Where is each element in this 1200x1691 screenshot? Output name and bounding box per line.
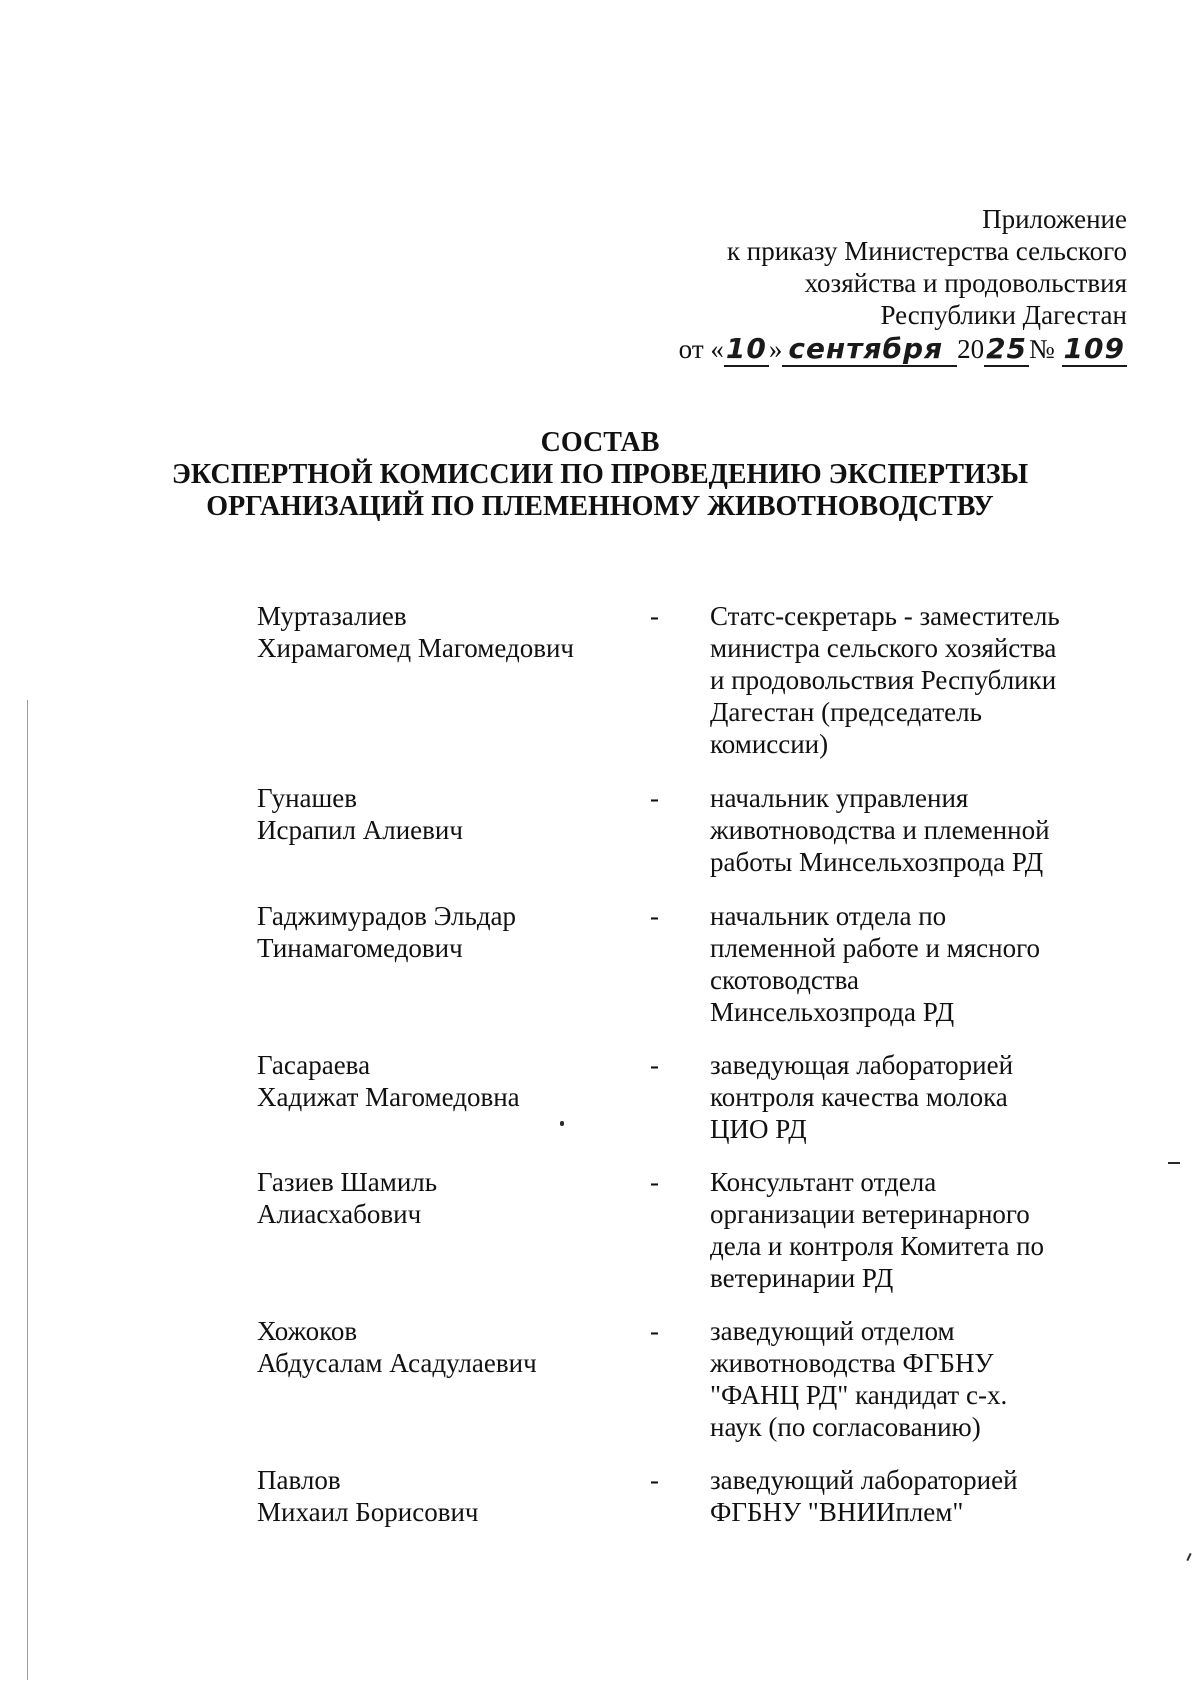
role-line: начальник управления <box>710 783 969 813</box>
role-line: контроля качества молока <box>710 1082 1008 1112</box>
member-name <box>257 1315 637 1379</box>
role-line: ветеринарии РД <box>710 1263 894 1293</box>
member-surname: Муртазалиев <box>257 601 407 631</box>
handwritten-month: сентября <box>782 332 957 367</box>
role-line: работы Минсельхозпрода РД <box>710 847 1044 877</box>
role-line: скотоводства <box>710 965 860 995</box>
header-line: к приказу Министерства сельского <box>726 236 1127 266</box>
role-line: организации ветеринарного <box>710 1199 1030 1229</box>
order-header <box>567 203 1127 365</box>
member-name <box>257 782 637 846</box>
scan-margin-line <box>27 700 28 1680</box>
role-line: животноводства и племенной <box>710 815 1050 845</box>
title-line: ЭКСПЕРТНОЙ КОМИССИИ ПО ПРОВЕДЕНИЮ ЭКСПЕРТИЗЫ <box>171 459 1029 490</box>
role-line: заведующий лабораторией <box>710 1465 1018 1495</box>
member-role <box>710 1166 1090 1294</box>
title-line: ОРГАНИЗАЦИЙ ПО ПЛЕМЕННОМУ ЖИВОТНОВОДСТВУ <box>206 491 994 522</box>
member-dash: - <box>650 1167 659 1197</box>
role-line: заведующий отделом <box>710 1316 955 1346</box>
member-name <box>257 900 637 964</box>
member-surname: Гасараева <box>257 1050 371 1080</box>
header-line: хозяйства и продовольствия <box>804 268 1127 298</box>
header-line: Республики Дагестан <box>880 300 1127 330</box>
member-surname: Газиев Шамиль <box>257 1167 438 1197</box>
role-line: начальник отдела по <box>710 901 947 931</box>
member-given-names: Исрапил Алиевич <box>257 815 463 845</box>
order-date-line <box>567 333 1127 365</box>
member-surname: Гаджимурадов Эльдар <box>257 901 517 931</box>
title-line: СОСТАВ <box>540 427 660 458</box>
member-dash: - <box>650 901 659 931</box>
member-role <box>710 782 1090 878</box>
scan-mark <box>1186 1553 1191 1561</box>
role-line: ФГБНУ "ВНИИплем" <box>710 1497 964 1527</box>
member-dash: - <box>650 1465 659 1495</box>
member-role <box>710 1049 1090 1145</box>
member-role <box>710 1464 1090 1528</box>
role-line: Консультант отдела <box>710 1167 937 1197</box>
member-given-names: Хирамагомед Магомедович <box>257 633 575 663</box>
member-given-names: Хадижат Магомедовна <box>257 1082 520 1112</box>
member-name <box>257 1049 637 1113</box>
role-line: дела и контроля Комитета по <box>710 1231 1045 1261</box>
handwritten-day: 10 <box>725 332 767 365</box>
scan-dot <box>560 1121 564 1126</box>
member-given-names: Абдусалам Асадулаевич <box>257 1348 537 1378</box>
member-surname: Павлов <box>257 1465 341 1495</box>
member-name <box>257 1166 637 1230</box>
role-line: животноводства ФГБНУ <box>710 1348 994 1378</box>
member-surname: Хожоков <box>257 1316 358 1346</box>
header-line: Приложение <box>982 204 1127 234</box>
document-title <box>0 427 1200 523</box>
member-dash: - <box>650 1050 659 1080</box>
handwritten-order-number: 109 <box>1063 332 1125 365</box>
date-close-quote: » <box>768 334 783 364</box>
number-label: № <box>1029 334 1055 364</box>
scan-dash <box>1168 1162 1180 1164</box>
member-role <box>710 900 1090 1028</box>
role-line: Дагестан (председатель <box>710 697 982 727</box>
member-name <box>257 600 637 664</box>
role-line: Минсельхозпрода РД <box>710 997 955 1027</box>
role-line: и продовольствия Республики <box>710 665 1057 695</box>
role-line: министра сельского хозяйства <box>710 633 1057 663</box>
role-line: племенной работе и мясного <box>710 933 1041 963</box>
member-given-names: Алиасхабович <box>257 1199 422 1229</box>
date-prefix: от « <box>678 334 724 364</box>
year-prefix: 20 <box>957 334 985 364</box>
member-surname: Гунашев <box>257 783 358 813</box>
member-role <box>710 600 1090 760</box>
member-name <box>257 1464 637 1528</box>
member-given-names: Михаил Борисович <box>257 1497 479 1527</box>
member-role <box>710 1315 1090 1443</box>
role-line: "ФАНЦ РД" кандидат с-х. <box>710 1380 1008 1410</box>
handwritten-year: 25 <box>986 332 1028 365</box>
role-line: наук (по согласованию) <box>710 1412 981 1442</box>
member-dash: - <box>650 783 659 813</box>
member-dash: - <box>650 601 659 631</box>
role-line: комиссии) <box>710 729 829 759</box>
member-given-names: Тинамагомедович <box>257 933 463 963</box>
role-line: заведующая лабораторией <box>710 1050 1014 1080</box>
member-dash: - <box>650 1316 659 1346</box>
role-line: ЦИО РД <box>710 1114 807 1144</box>
role-line: Статс-секретарь - заместитель <box>710 601 1060 631</box>
